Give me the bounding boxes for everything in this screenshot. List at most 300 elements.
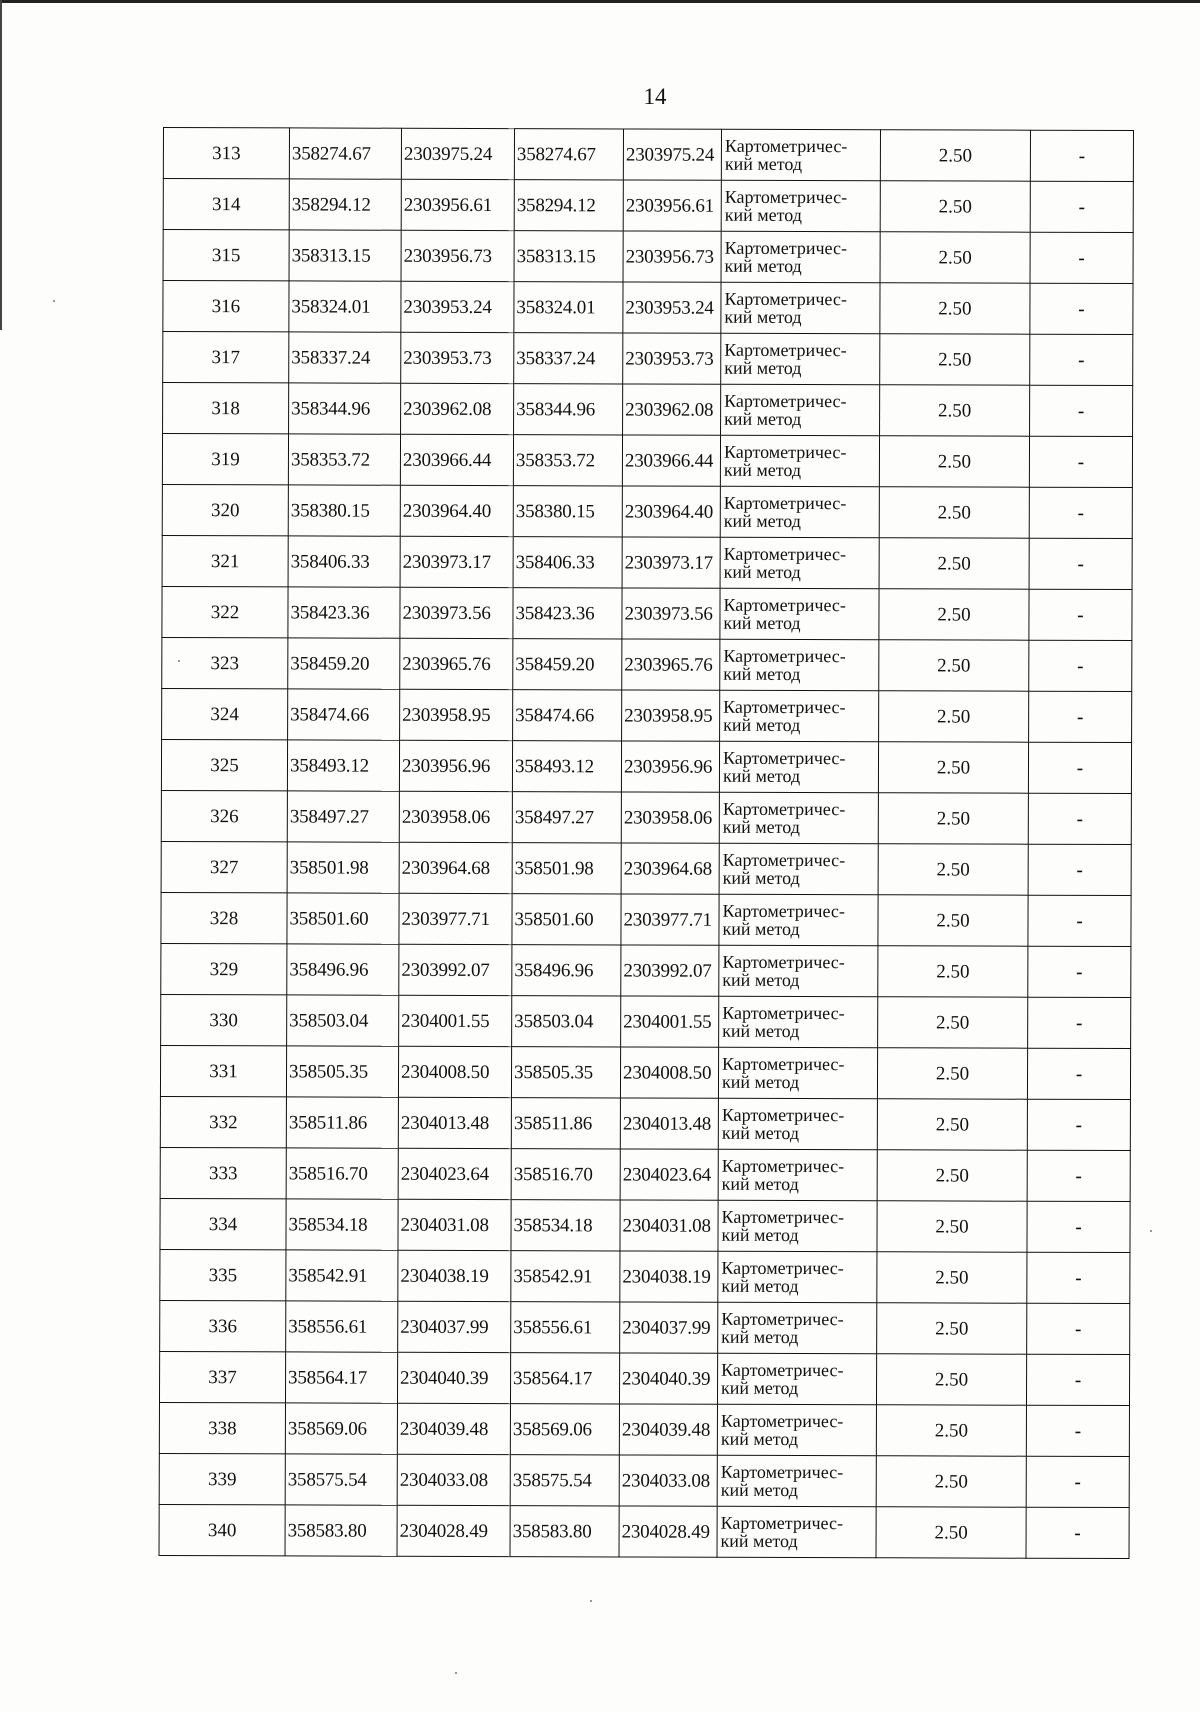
method-line-2: кий метод: [720, 1428, 799, 1450]
method-line-1: Картометричес-: [724, 390, 847, 412]
note-cell: -: [1028, 997, 1131, 1048]
scan-speck: [590, 1600, 592, 1602]
method-line-1: Картометричес-: [722, 1053, 845, 1075]
y-coordinate-repeat-cell: 2303992.07: [621, 945, 719, 996]
x-coordinate-repeat-cell: 358505.35: [511, 1047, 620, 1098]
scan-speck: [53, 300, 55, 302]
point-number-cell: 320: [162, 484, 288, 535]
y-coordinate-repeat-cell: 2304040.39: [619, 1353, 717, 1404]
y-coordinate-repeat-cell: 2304013.48: [620, 1098, 718, 1149]
scan-speck: [178, 660, 180, 662]
point-number-cell: 336: [160, 1300, 286, 1351]
x-coordinate-cell: 358337.24: [289, 332, 401, 383]
y-coordinate-repeat-cell: 2303962.08: [623, 384, 721, 435]
table-row: [161, 943, 1131, 997]
accuracy-cell: 2.50: [878, 997, 1028, 1048]
accuracy-cell: 2.50: [877, 1252, 1027, 1303]
method-line-1: Картометричес-: [724, 186, 848, 208]
y-coordinate-cell: 2303975.24: [401, 128, 514, 179]
x-coordinate-cell: 358501.60: [287, 893, 399, 944]
point-number-cell: 324: [162, 688, 288, 739]
method-cell: [719, 741, 878, 792]
note-cell: -: [1028, 946, 1131, 997]
x-coordinate-cell: 358511.86: [286, 1097, 398, 1148]
x-coordinate-repeat-cell: 358575.54: [510, 1455, 619, 1506]
accuracy-cell: 2.50: [880, 385, 1030, 436]
method-line-2: кий метод: [724, 255, 802, 277]
accuracy-cell: 2.50: [880, 283, 1030, 334]
method-cell: [719, 843, 878, 894]
method-line-2: кий метод: [723, 459, 802, 481]
method-line-1: Картометричес-: [720, 1512, 844, 1534]
method-cell: [720, 435, 879, 486]
point-number-cell: 318: [163, 383, 289, 434]
point-number-cell: 328: [161, 892, 287, 943]
accuracy-cell: 2.50: [877, 1099, 1027, 1150]
x-coordinate-repeat-cell: 358511.86: [511, 1098, 620, 1149]
table-row: [161, 739, 1131, 793]
x-coordinate-repeat-cell: 358503.04: [512, 996, 621, 1047]
point-number-cell: 322: [162, 586, 288, 637]
table-row: [159, 1504, 1129, 1558]
table-row: [159, 1453, 1129, 1507]
y-coordinate-repeat-cell: 2303964.40: [622, 486, 720, 537]
point-number-cell: 334: [160, 1198, 286, 1249]
table-row: [163, 281, 1133, 335]
x-coordinate-cell: 358542.91: [286, 1250, 398, 1301]
table-row: [162, 688, 1132, 742]
x-coordinate-cell: 358575.54: [285, 1454, 397, 1505]
table-row: [160, 1198, 1130, 1252]
scan-edge-top: [0, 0, 1200, 3]
table-row: [162, 484, 1132, 538]
x-coordinate-cell: 358324.01: [289, 281, 401, 332]
accuracy-cell: 2.50: [876, 1507, 1026, 1558]
method-cell: [721, 231, 880, 282]
y-coordinate-cell: 2303953.24: [401, 281, 514, 332]
x-coordinate-cell: 358501.98: [287, 842, 399, 893]
method-line-2: кий метод: [724, 306, 802, 328]
table-row: [161, 892, 1131, 946]
method-cell: [720, 690, 879, 741]
note-cell: -: [1030, 334, 1133, 385]
note-cell: -: [1028, 844, 1131, 895]
table-row: [159, 1402, 1129, 1456]
note-cell: -: [1027, 1252, 1130, 1303]
method-line-1: Картометричес-: [723, 696, 846, 718]
accuracy-cell: 2.50: [879, 487, 1029, 538]
y-coordinate-repeat-cell: 2303965.76: [622, 639, 720, 690]
table-row: [163, 230, 1133, 284]
scan-speck: [455, 1672, 457, 1674]
note-cell: -: [1030, 283, 1133, 334]
x-coordinate-cell: 358534.18: [286, 1199, 398, 1250]
accuracy-cell: 2.50: [879, 538, 1029, 589]
y-coordinate-repeat-cell: 2304008.50: [620, 1047, 718, 1098]
x-coordinate-cell: 358493.12: [287, 740, 399, 791]
method-line-1: Картометричес-: [721, 1308, 844, 1330]
point-number-cell: 323: [162, 637, 288, 688]
method-cell: [718, 1302, 877, 1353]
point-number-cell: 319: [162, 434, 288, 485]
method-line-1: Картометричес-: [720, 1461, 844, 1483]
x-coordinate-cell: 358423.36: [288, 587, 400, 638]
accuracy-cell: 2.50: [879, 436, 1029, 487]
x-coordinate-repeat-cell: 358380.15: [513, 486, 622, 537]
y-coordinate-repeat-cell: 2304038.19: [620, 1251, 718, 1302]
y-coordinate-cell: 2303992.07: [399, 944, 512, 995]
note-cell: -: [1029, 691, 1132, 742]
table-row: [161, 841, 1131, 895]
note-cell: -: [1030, 130, 1133, 181]
y-coordinate-repeat-cell: 2304001.55: [621, 996, 719, 1047]
x-coordinate-repeat-cell: 358294.12: [514, 180, 623, 231]
y-coordinate-repeat-cell: 2303973.17: [622, 537, 720, 588]
point-number-cell: 333: [160, 1147, 286, 1198]
accuracy-cell: 2.50: [876, 1405, 1026, 1456]
x-coordinate-cell: 358569.06: [285, 1403, 397, 1454]
accuracy-cell: 2.50: [876, 1456, 1026, 1507]
method-line-1: Картометричес-: [721, 1359, 844, 1381]
point-number-cell: 337: [159, 1351, 285, 1402]
x-coordinate-repeat-cell: 358497.27: [512, 792, 621, 843]
y-coordinate-cell: 2303964.68: [399, 842, 512, 893]
accuracy-cell: 2.50: [878, 895, 1028, 946]
x-coordinate-repeat-cell: 358496.96: [512, 945, 621, 996]
method-line-2: кий метод: [720, 1479, 798, 1501]
method-line-1: Картометричес-: [721, 1104, 845, 1126]
x-coordinate-repeat-cell: 358406.33: [513, 537, 622, 588]
point-number-cell: 331: [160, 1045, 286, 1096]
point-number-cell: 340: [159, 1504, 285, 1555]
method-line-2: кий метод: [721, 1122, 800, 1144]
x-coordinate-cell: 358516.70: [286, 1148, 398, 1199]
y-coordinate-cell: 2303973.17: [400, 536, 513, 587]
note-cell: -: [1027, 1150, 1130, 1201]
y-coordinate-repeat-cell: 2303953.73: [623, 333, 721, 384]
y-coordinate-cell: 2303958.95: [400, 689, 513, 740]
y-coordinate-repeat-cell: 2303966.44: [622, 435, 720, 486]
method-cell: [717, 1404, 876, 1455]
method-line-1: Картометричес-: [722, 1002, 845, 1024]
note-cell: -: [1027, 1099, 1130, 1150]
method-cell: [719, 945, 878, 996]
point-number-cell: 321: [162, 535, 288, 586]
method-line-1: Картометричес-: [721, 1257, 844, 1279]
method-cell: [721, 180, 880, 231]
point-number-cell: 317: [163, 332, 289, 383]
method-cell: [718, 1098, 877, 1149]
method-line-1: Картометричес-: [722, 849, 846, 871]
y-coordinate-cell: 2303966.44: [400, 434, 513, 485]
scan-edge-left: [0, 0, 2, 330]
table-row: [163, 383, 1133, 437]
method-cell: [718, 1149, 877, 1200]
method-line-1: Картометричес-: [724, 339, 847, 361]
x-coordinate-cell: 358505.35: [286, 1046, 398, 1097]
method-cell: [721, 129, 880, 180]
y-coordinate-cell: 2304013.48: [398, 1097, 511, 1148]
scan-speck: [1150, 1230, 1152, 1232]
note-cell: -: [1029, 589, 1132, 640]
point-number-cell: 316: [163, 281, 289, 332]
note-cell: -: [1030, 385, 1133, 436]
note-cell: -: [1030, 181, 1133, 232]
y-coordinate-cell: 2303956.61: [401, 179, 514, 230]
accuracy-cell: 2.50: [880, 232, 1030, 283]
method-line-2: кий метод: [722, 816, 801, 838]
x-coordinate-cell: 358406.33: [288, 536, 400, 587]
x-coordinate-repeat-cell: 358337.24: [514, 333, 623, 384]
y-coordinate-cell: 2303956.73: [401, 230, 514, 281]
y-coordinate-cell: 2304040.39: [397, 1352, 510, 1403]
note-cell: -: [1028, 793, 1131, 844]
y-coordinate-cell: 2303973.56: [400, 587, 513, 638]
method-cell: [717, 1506, 876, 1557]
method-cell: [718, 1251, 877, 1302]
note-cell: -: [1029, 538, 1132, 589]
method-line-1: Картометричес-: [723, 645, 846, 667]
y-coordinate-repeat-cell: 2304023.64: [620, 1149, 718, 1200]
y-coordinate-repeat-cell: 2304037.99: [620, 1302, 718, 1353]
method-line-1: Картометричес-: [723, 492, 847, 514]
y-coordinate-repeat-cell: 2303956.61: [623, 180, 721, 231]
y-coordinate-cell: 2303956.96: [399, 740, 512, 791]
accuracy-cell: 2.50: [878, 742, 1028, 793]
point-number-cell: 329: [161, 943, 287, 994]
method-line-1: Картометричес-: [720, 1410, 844, 1432]
accuracy-cell: 2.50: [879, 691, 1029, 742]
method-line-2: кий метод: [722, 918, 800, 940]
y-coordinate-cell: 2304033.08: [397, 1454, 510, 1505]
y-coordinate-cell: 2303965.76: [400, 638, 513, 689]
x-coordinate-repeat-cell: 358569.06: [510, 1404, 619, 1455]
method-line-2: кий метод: [724, 408, 802, 430]
x-coordinate-repeat-cell: 358344.96: [514, 384, 623, 435]
x-coordinate-cell: 358380.15: [288, 485, 400, 536]
note-cell: -: [1029, 640, 1132, 691]
method-line-2: кий метод: [724, 153, 803, 175]
method-line-1: Картометричес-: [722, 747, 846, 769]
method-line-2: кий метод: [721, 1275, 799, 1297]
x-coordinate-cell: 358583.80: [285, 1505, 397, 1556]
note-cell: -: [1026, 1405, 1129, 1456]
accuracy-cell: 2.50: [878, 793, 1028, 844]
y-coordinate-cell: 2304008.50: [398, 1046, 511, 1097]
x-coordinate-cell: 358313.15: [289, 230, 401, 281]
x-coordinate-repeat-cell: 358542.91: [511, 1251, 620, 1302]
method-cell: [721, 384, 880, 435]
accuracy-cell: 2.50: [880, 130, 1030, 181]
y-coordinate-repeat-cell: 2303977.71: [621, 894, 719, 945]
table-row: [162, 637, 1132, 691]
y-coordinate-repeat-cell: 2304033.08: [619, 1455, 717, 1506]
method-cell: [720, 639, 879, 690]
y-coordinate-repeat-cell: 2303964.68: [621, 843, 719, 894]
accuracy-cell: 2.50: [877, 1303, 1027, 1354]
y-coordinate-repeat-cell: 2303956.73: [623, 231, 721, 282]
method-line-2: кий метод: [723, 612, 801, 634]
x-coordinate-cell: 358353.72: [288, 434, 400, 485]
accuracy-cell: 2.50: [878, 844, 1028, 895]
method-line-2: кий метод: [724, 357, 802, 379]
method-cell: [720, 486, 879, 537]
table-row: [159, 1351, 1129, 1405]
method-line-2: кий метод: [724, 204, 802, 226]
y-coordinate-cell: 2303953.73: [401, 332, 514, 383]
x-coordinate-repeat-cell: 358516.70: [511, 1149, 620, 1200]
note-cell: -: [1029, 436, 1132, 487]
table-row: [161, 994, 1131, 1048]
method-line-2: кий метод: [722, 765, 801, 787]
point-number-cell: 335: [160, 1249, 286, 1300]
note-cell: -: [1026, 1507, 1129, 1558]
method-cell: [718, 1047, 877, 1098]
x-coordinate-cell: 358459.20: [288, 638, 400, 689]
point-number-cell: 314: [163, 179, 289, 230]
x-coordinate-repeat-cell: 358423.36: [513, 588, 622, 639]
y-coordinate-cell: 2304028.49: [397, 1505, 510, 1556]
y-coordinate-repeat-cell: 2303975.24: [623, 129, 721, 180]
x-coordinate-repeat-cell: 358501.60: [512, 894, 621, 945]
method-line-2: кий метод: [722, 1020, 800, 1042]
method-cell: [721, 333, 880, 384]
table-row: [160, 1045, 1130, 1099]
point-number-cell: 313: [163, 128, 289, 179]
x-coordinate-repeat-cell: 358493.12: [512, 741, 621, 792]
accuracy-cell: 2.50: [877, 1150, 1027, 1201]
method-cell: [721, 282, 880, 333]
accuracy-cell: 2.50: [880, 181, 1030, 232]
method-line-1: Картометричес-: [722, 798, 846, 820]
method-cell: [719, 996, 878, 1047]
method-line-2: кий метод: [723, 714, 801, 736]
x-coordinate-repeat-cell: 358501.98: [512, 843, 621, 894]
point-number-cell: 326: [161, 790, 287, 841]
method-cell: [720, 537, 879, 588]
accuracy-cell: 2.50: [879, 589, 1029, 640]
accuracy-cell: 2.50: [877, 1201, 1027, 1252]
method-line-2: кий метод: [720, 1530, 798, 1552]
x-coordinate-cell: 358344.96: [289, 383, 401, 434]
x-coordinate-cell: 358564.17: [285, 1352, 397, 1403]
note-cell: -: [1028, 742, 1131, 793]
method-line-2: кий метод: [721, 1173, 799, 1195]
method-line-1: Картометричес-: [722, 951, 845, 973]
note-cell: -: [1030, 232, 1133, 283]
method-line-1: Картометричес-: [722, 900, 845, 922]
table-row: [162, 586, 1132, 640]
x-coordinate-cell: 358474.66: [288, 689, 400, 740]
method-cell: [719, 894, 878, 945]
point-number-cell: 330: [161, 994, 287, 1045]
table-row: [162, 535, 1132, 589]
y-coordinate-repeat-cell: 2303956.96: [621, 741, 719, 792]
y-coordinate-repeat-cell: 2303958.06: [621, 792, 719, 843]
table-row: [160, 1300, 1130, 1354]
y-coordinate-cell: 2304001.55: [399, 995, 512, 1046]
y-coordinate-cell: 2304031.08: [398, 1199, 511, 1250]
table-row: [162, 434, 1132, 488]
method-line-1: Картометричес-: [724, 237, 848, 259]
accuracy-cell: 2.50: [876, 1354, 1026, 1405]
table-body: [159, 128, 1133, 1559]
method-line-2: кий метод: [722, 969, 800, 991]
x-coordinate-cell: 358503.04: [287, 995, 399, 1046]
note-cell: -: [1026, 1456, 1129, 1507]
table-row: [163, 128, 1133, 182]
y-coordinate-cell: 2304038.19: [398, 1250, 511, 1301]
accuracy-cell: 2.50: [880, 334, 1030, 385]
method-line-2: кий метод: [721, 1326, 799, 1348]
y-coordinate-repeat-cell: 2304028.49: [619, 1506, 717, 1557]
method-line-2: кий метод: [721, 1071, 800, 1093]
x-coordinate-cell: 358497.27: [287, 791, 399, 842]
y-coordinate-cell: 2304039.48: [397, 1403, 510, 1454]
table-row: [163, 179, 1133, 233]
note-cell: -: [1027, 1201, 1130, 1252]
y-coordinate-cell: 2303958.06: [399, 791, 512, 842]
x-coordinate-repeat-cell: 358274.67: [514, 129, 623, 180]
table-row: [161, 790, 1131, 844]
method-line-2: кий метод: [721, 1377, 799, 1399]
point-number-cell: 325: [161, 739, 287, 790]
method-cell: [717, 1353, 876, 1404]
y-coordinate-repeat-cell: 2304039.48: [619, 1404, 717, 1455]
y-coordinate-cell: 2303964.40: [400, 485, 513, 536]
method-line-1: Картометричес-: [723, 543, 847, 565]
table-row: [163, 332, 1133, 386]
method-line-2: кий метод: [723, 561, 801, 583]
method-cell: [717, 1455, 876, 1506]
x-coordinate-repeat-cell: 358353.72: [513, 435, 622, 486]
x-coordinate-repeat-cell: 358324.01: [514, 282, 623, 333]
x-coordinate-cell: 358496.96: [287, 944, 399, 995]
y-coordinate-cell: 2303962.08: [401, 383, 514, 434]
note-cell: -: [1026, 1354, 1129, 1405]
method-line-1: Картометричес-: [721, 1206, 845, 1228]
table-row: [160, 1147, 1130, 1201]
note-cell: -: [1029, 487, 1132, 538]
method-line-2: кий метод: [722, 867, 800, 889]
x-coordinate-repeat-cell: 358313.15: [514, 231, 623, 282]
method-line-1: Картометричес-: [721, 1155, 845, 1177]
x-coordinate-repeat-cell: 358583.80: [510, 1506, 619, 1557]
method-line-1: Картометричес-: [724, 135, 848, 157]
method-line-2: кий метод: [721, 1224, 799, 1246]
point-number-cell: 315: [163, 230, 289, 281]
method-line-1: Картометричес-: [724, 288, 847, 310]
point-number-cell: 327: [161, 841, 287, 892]
x-coordinate-cell: 358294.12: [289, 179, 401, 230]
note-cell: -: [1027, 1303, 1130, 1354]
y-coordinate-cell: 2304023.64: [398, 1148, 511, 1199]
table-row: [160, 1096, 1130, 1150]
x-coordinate-repeat-cell: 358474.66: [513, 690, 622, 741]
point-number-cell: 338: [159, 1402, 285, 1453]
x-coordinate-repeat-cell: 358556.61: [511, 1302, 620, 1353]
x-coordinate-repeat-cell: 358459.20: [513, 639, 622, 690]
method-line-2: кий метод: [723, 663, 801, 685]
table-row: [160, 1249, 1130, 1303]
page-number: 14: [643, 84, 667, 109]
note-cell: -: [1027, 1048, 1130, 1099]
point-number-cell: 339: [159, 1453, 285, 1504]
x-coordinate-repeat-cell: 358534.18: [511, 1200, 620, 1251]
note-cell: -: [1028, 895, 1131, 946]
y-coordinate-cell: 2303977.71: [399, 893, 512, 944]
coordinates-table: [159, 127, 1134, 1559]
